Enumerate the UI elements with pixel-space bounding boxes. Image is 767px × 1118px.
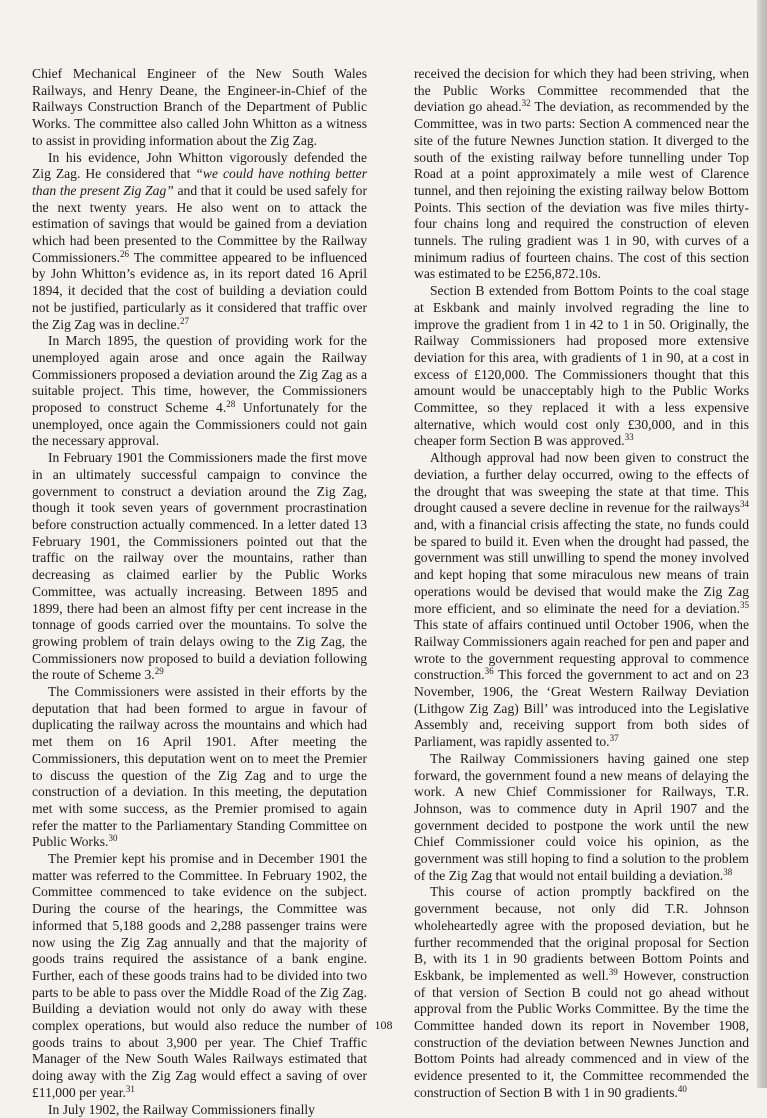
text-run: The Commissioners were assisted in their efforts by the deputation that had been formed to argue in favour of duplicating the railway across the mountains and which had met them on 16 April 1901. After meeting the Commissioners, this deputation went on to meet the Premier to discuss the question of the Zig Zag and to urge the construction of a deviation. In this meeting, the deputation met with some success, as the Premier promised to again refer the matter to the Parliamentary Standing Committee on Public Works. bbox=[32, 684, 367, 850]
page-edge-shadow bbox=[757, 0, 767, 1088]
text-run: In February 1901 the Commissioners made the first move in an ultimately successful campaign to convince the government to construct a deviation around the Zig Zag, though it took seven years of government procrastination before construction actually commenced. In a letter dated 13 February 1901, the Commissioners pointed out that the traffic on the railway over the mountains, rather than decreasing as claimed earlier by the Public Works Committee, was actually increasing. Between 1895 and 1899, there had been an almost fifty per cent increase in the tonnage of goods carried over the mountains. To solve the growing problem of train delays owing to the Zig Zag, the Commissioners now proposed to build a deviation following the route of Scheme 3. bbox=[32, 450, 367, 683]
text-run: In July 1902, the Railway Commissioners finally bbox=[48, 1101, 315, 1117]
footnote-marker: 37 bbox=[609, 733, 619, 744]
footnote-marker: 29 bbox=[154, 666, 164, 677]
text-run: The Premier kept his promise and in December 1901 the matter was referred to the Committee. In February 1902, the Committee commenced to take evidence on the subject. During the course of the hearings, the Committee was informed that 5,188 goods and 2,288 passenger trains were now using the Zig Zag annually and that the majority of goods trains required the assistance of a bank engine. Further, each of these goods trains had to be divided into two parts to be able to pass over the Middle Road of the Zig Zag. Building a deviation would not only do away with these complex operations, but would also reduce the number of goods trains to about 3,900 per year. The Chief Traffic Manager of the New South Wales Railways estimated that doing away with the Zig Zag would effect a saving of over £11,000 per year. bbox=[32, 851, 367, 1100]
text-run: and, with a financial crisis affecting the state, no funds could be spared to build it. Even when the drought had passed, the government was still unwilling to spend the money involved and kept hoping that some miraculous new means of train operations would be devised that would make the Zig Zag more efficient, and so eliminate the need for a deviation. bbox=[414, 516, 749, 616]
text-run: This state of affairs continued until October 1906, when the Railway Commissioners again reached for pen and paper and wrote to the government requesting approval to commence construction. bbox=[414, 617, 749, 683]
text-run: Section B extended from Bottom Points to the coal stage at Eskbank and mainly involved regrading the line to improve the gradient from 1 in 42 to 1 in 50. Originally, the Railway Commissioners had proposed more extensive deviation for this area, with gradients of 1 in 90, at a cost in excess of £120,000. The Commissioners thought that this amount would be unacceptably high to the Public Works Committee, so they replaced it with a less expensive alternative, which would cost only £30,000, and in this cheaper form Section B was approved. bbox=[414, 283, 749, 449]
text-run: However, construction of that version of Section B could not go ahead without approval from the Public Works Committee. By the time the Committee handed down its report in November 1908, construction of the deviation between Newnes Junction and Bottom Points had already commenced and in view of the evidence presented to it, the Committee recommended the construction of Section B with 1 in 90 gradients. bbox=[414, 967, 749, 1100]
paragraph bbox=[414, 450, 749, 751]
paragraph bbox=[32, 851, 367, 1102]
footnote-marker: 28 bbox=[226, 399, 236, 410]
footnote-marker: 26 bbox=[120, 248, 129, 259]
paragraph bbox=[32, 450, 367, 684]
text-run: Unfortunately for the unemployed, once again the Commissioners could not gain the necessary approval. bbox=[32, 400, 367, 449]
paragraph bbox=[414, 884, 749, 1101]
footnote-marker: 39 bbox=[608, 966, 618, 977]
text-run: The deviation, as recommended by the Committee, was in two parts: Section A commenced near the site of the future Newnes Junction station. It diverged to the south of the existing railway before tunnelling under Top Road at a point approximately a mile west of Clarence tunnel, and then rejoining the existing railway below Bottom Points. This section of the deviation was five miles thirty-four chains long and required the construction of eleven tunnels. The ruling gradient was 1 in 90, with curves of a minimum radius of fourteen chains. The cost of this section was estimated to be £256,872.10s. bbox=[414, 99, 749, 282]
footnote-marker: 33 bbox=[624, 432, 634, 443]
page-number: 108 bbox=[374, 1018, 393, 1032]
text-run: In March 1895, the question of providing work for the unemployed again arose and once again the Railway Commissioners proposed a deviation around the Zig Zag as a suitable project. This time, however, the Commissioners proposed to construct Scheme 4. bbox=[32, 333, 367, 416]
paragraph bbox=[32, 684, 367, 851]
text-run: In his evidence, John Whitton vigorously defended the Zig Zag. He considered that bbox=[32, 149, 367, 182]
footnote-marker: 32 bbox=[521, 98, 531, 109]
right-column bbox=[414, 66, 749, 1102]
paragraph bbox=[32, 333, 367, 450]
quotation-italic: “we could have nothing better than the present Zig Zag” bbox=[32, 166, 367, 198]
text-run: This forced the government to act and on 23 November, 1906, the ‘Great Western Railway Deviation (Lithgow Zig Zag) Bill’ was introduced into the Legislative Assembly and, receiving support from both sides of Parliament, was rapidly assented to. bbox=[414, 667, 749, 750]
footnote-marker: 40 bbox=[677, 1083, 687, 1094]
paragraph bbox=[32, 1102, 367, 1118]
footnote-marker: 35 bbox=[740, 599, 749, 610]
paragraph bbox=[414, 283, 749, 450]
footnote-marker: 36 bbox=[484, 666, 494, 677]
paragraph bbox=[414, 751, 749, 885]
footnote-marker: 38 bbox=[723, 866, 733, 877]
footnote-marker: 27 bbox=[179, 315, 189, 326]
paragraph bbox=[414, 66, 749, 283]
text-run: Although approval had now been given to construct the deviation, a further delay occurred, owing to the effects of the drought that was sweeping the state at that time. This drought caused a severe decline in revenue for the railways bbox=[414, 450, 749, 516]
left-column bbox=[32, 66, 367, 1118]
footnote-marker: 31 bbox=[125, 1083, 135, 1094]
text-run: Chief Mechanical Engineer of the New South Wales Railways, and Henry Deane, the Engineer-in-Chief of the Railways Construction Branch of the Department of Public Works. The committee also called John Whitton as a witness to assist in providing information about the Zig Zag. bbox=[32, 66, 367, 148]
paragraph bbox=[32, 150, 367, 334]
text-run: The Railway Commissioners having gained one step forward, the government found a new means of delaying the work. A new Chief Commissioner for Railways, T.R. Johnson, was to commence duty in April 1907 and the government decided to postpone the work until the new Chief Commissioner could voice his opinion, as the government was still hoping to find a solution to the problem of the Zig Zag that would not entail building a deviation. bbox=[414, 750, 749, 883]
text-run: received the decision for which they had been striving, when the Public Works Committee recommended that the deviation go ahead. bbox=[414, 66, 749, 115]
paragraph bbox=[32, 66, 367, 150]
text-run: and that it could be used safely for the next twenty years. He also went on to attack the estimation of savings that would be gained from a deviation which had been presented to the Committee by the Railway Commissioners. bbox=[32, 182, 368, 265]
text-run: The committee appeared to be influenced by John Whitton’s evidence as, in its report dated 16 April 1894, it decided that the cost of building a deviation could not be justified, particularly as it considered that traffic over the Zig Zag was in decline. bbox=[32, 249, 367, 332]
text-run: This course of action promptly backfired on the government because, not only did T.R. Johnson wholeheartedly agree with the proposed deviation, but he further recommended that the original proposal for Section B, with its 1 in 90 gradients between Bottom Points and Eskbank, be implemented as well. bbox=[414, 884, 749, 983]
footnote-marker: 34 bbox=[740, 499, 749, 510]
footnote-marker: 30 bbox=[108, 833, 118, 844]
